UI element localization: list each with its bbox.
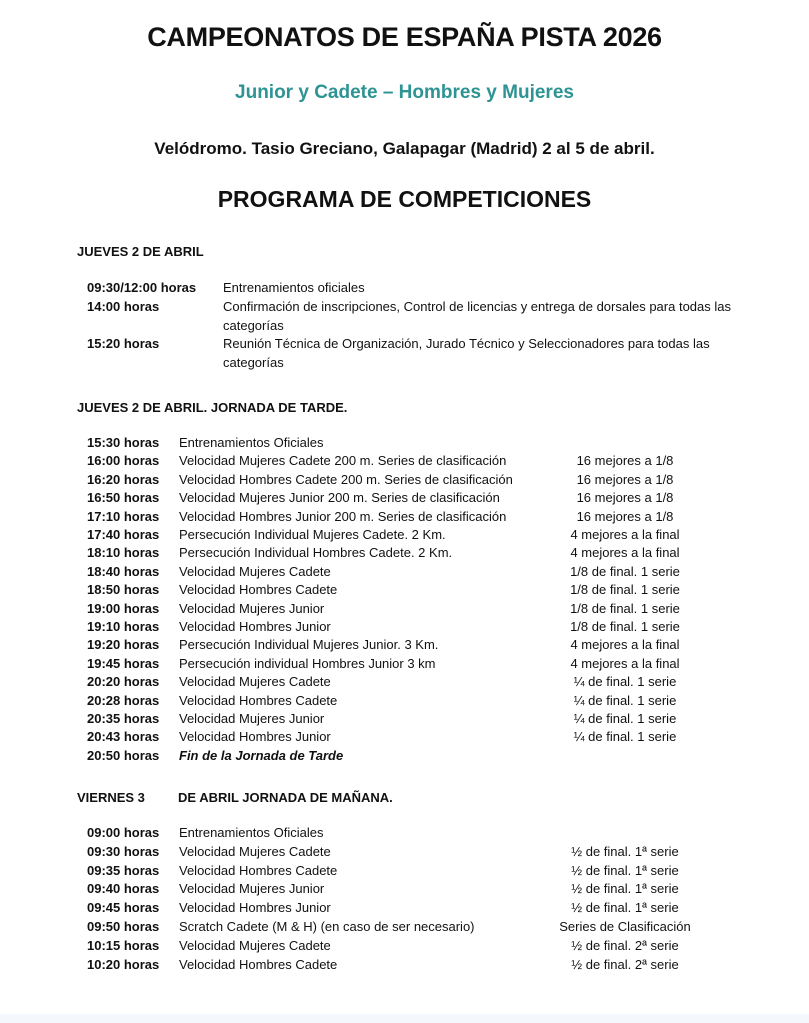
row-time: 10:20 horas [87, 956, 160, 972]
row-desc: Entrenamientos oficiales [223, 280, 365, 295]
row-desc: Velocidad Hombres Cadete [179, 692, 338, 708]
row-note: ¼ de final. 1 serie [573, 729, 677, 745]
row-desc: Persecución Individual Mujeres Cadete. 2 Km. [179, 527, 446, 542]
row-time: 09:35 horas [87, 862, 160, 878]
section-heading-rest: DE ABRIL JORNADA DE MAÑANA. [178, 790, 393, 805]
row-time: 09:30 horas [87, 843, 160, 859]
row-time: 19:20 horas [87, 637, 160, 653]
row-time: 19:45 horas [87, 655, 160, 671]
row-time: 20:43 horas [87, 729, 160, 745]
row-desc: Persecución individual Hombres Junior 3 km [179, 655, 436, 671]
row-desc: Velocidad Mujeres Cadete [179, 563, 331, 579]
row-desc: Velocidad Hombres Junior [179, 729, 331, 745]
row-time: 20:50 horas [87, 747, 160, 763]
row-time: 09:50 horas [87, 919, 160, 934]
row-time: 09:30/12:00 horas [87, 280, 197, 295]
row-desc: Velocidad Mujeres Junior [179, 881, 325, 897]
row-time: 19:10 horas [87, 619, 160, 634]
row-note: 16 mejores a 1/8 [576, 508, 674, 524]
row-note: 1/8 de final. 1 serie [570, 582, 680, 598]
row-note: 1/8 de final. 1 serie [570, 600, 680, 616]
section-heading: JUEVES 2 DE ABRIL [77, 244, 204, 259]
row-desc: Velocidad Hombres Cadete [179, 862, 338, 878]
row-note: 16 mejores a 1/8 [576, 490, 674, 506]
page-title: CAMPEONATOS DE ESPAÑA PISTA 2026 [147, 22, 662, 52]
row-desc: Velocidad Mujeres Cadete [179, 937, 331, 953]
venue: Velódromo. Tasio Greciano, Galapagar (Madrid) 2 al 5 de abril. [154, 139, 655, 158]
row-note: 16 mejores a 1/8 [576, 453, 674, 469]
row-time: 17:40 horas [87, 527, 160, 542]
row-note: 16 mejores a 1/8 [576, 471, 674, 487]
row-note: ½ de final. 1ª serie [571, 862, 679, 878]
row-desc: Velocidad Mujeres Junior [179, 711, 325, 726]
row-desc: Velocidad Mujeres Junior [179, 600, 325, 616]
subtitle: Junior y Cadete – Hombres y Mujeres [235, 82, 574, 103]
row-time: 19:00 horas [87, 600, 160, 616]
row-note: Series de Clasificación [559, 919, 691, 934]
row-time: 18:50 horas [87, 582, 160, 598]
program-title: PROGRAMA DE COMPETICIONES [217, 186, 592, 212]
row-note: ½ de final. 2ª serie [571, 937, 679, 953]
row-desc: Scratch Cadete (M & H) (en caso de ser necesario) [179, 919, 475, 934]
row-time: 16:20 horas [87, 471, 160, 487]
row-desc: Velocidad Mujeres Cadete 200 m. Series de clasificación [179, 453, 507, 469]
row-time: 18:40 horas [87, 563, 160, 579]
section-heading [77, 790, 393, 805]
row-desc: Confirmación de inscripciones, Control de licencias y entrega de dorsales para todas las categorías [223, 299, 731, 333]
section-heading: JUEVES 2 DE ABRIL. JORNADA DE TARDE. [77, 400, 348, 415]
row-desc: Reunión Técnica de Organización, Jurado Técnico y Seleccionadores para todas las categorías [223, 336, 710, 370]
row-time: 09:00 horas [87, 825, 160, 840]
row-time: 17:10 horas [87, 508, 160, 524]
row-desc: Entrenamientos Oficiales [179, 825, 324, 840]
row-time: 20:20 horas [87, 674, 160, 690]
row-desc: Velocidad Mujeres Junior 200 m. Series de clasificación [179, 490, 500, 506]
row-desc: Velocidad Mujeres Cadete [179, 674, 331, 690]
row-note: ¼ de final. 1 serie [573, 692, 677, 708]
row-note: ½ de final. 1ª serie [571, 881, 679, 897]
row-note: 1/8 de final. 1 serie [570, 619, 680, 634]
row-desc: Velocidad Hombres Junior [179, 619, 331, 634]
row-desc: Velocidad Mujeres Cadete [179, 843, 331, 859]
row-desc: Persecución Individual Hombres Cadete. 2 Km. [179, 545, 453, 561]
row-time: 18:10 horas [87, 545, 160, 561]
row-note: 4 mejores a la final [570, 527, 680, 542]
row-time: 09:45 horas [87, 900, 160, 916]
row-desc: Persecución Individual Mujeres Junior. 3 Km. [179, 637, 439, 653]
row-desc: Velocidad Hombres Cadete [179, 582, 338, 598]
row-note: ½ de final. 1ª serie [571, 900, 679, 916]
row-note: 4 mejores a la final [570, 637, 680, 653]
row-desc: Entrenamientos Oficiales [179, 435, 324, 450]
row-desc: Velocidad Hombres Cadete [179, 956, 338, 972]
row-time: 10:15 horas [87, 937, 160, 953]
row-note: ¼ de final. 1 serie [573, 711, 677, 726]
row-note: 4 mejores a la final [570, 545, 680, 561]
row-time: 14:00 horas [87, 299, 160, 314]
row-time: 09:40 horas [87, 881, 160, 897]
row-time: 16:50 horas [87, 490, 160, 506]
row-time: 15:20 horas [87, 336, 160, 351]
row-time: 16:00 horas [87, 453, 160, 469]
row-note: ¼ de final. 1 serie [573, 674, 677, 690]
row-time: 20:28 horas [87, 692, 160, 708]
section-heading-day: VIERNES 3 [77, 790, 145, 805]
row-desc: Velocidad Hombres Cadete 200 m. Series de clasificación [179, 471, 513, 487]
row-note: ½ de final. 2ª serie [571, 956, 679, 972]
row-desc: Fin de la Jornada de Tarde [179, 747, 344, 763]
row-desc: Velocidad Hombres Junior 200 m. Series de clasificación [179, 508, 507, 524]
row-time: 20:35 horas [87, 711, 160, 726]
row-note: ½ de final. 1ª serie [571, 843, 679, 859]
row-desc: Velocidad Hombres Junior [179, 900, 331, 916]
row-note: 4 mejores a la final [570, 655, 680, 671]
bottom-strip [0, 1014, 809, 1023]
row-time: 15:30 horas [87, 435, 160, 450]
row-note: 1/8 de final. 1 serie [570, 563, 680, 579]
